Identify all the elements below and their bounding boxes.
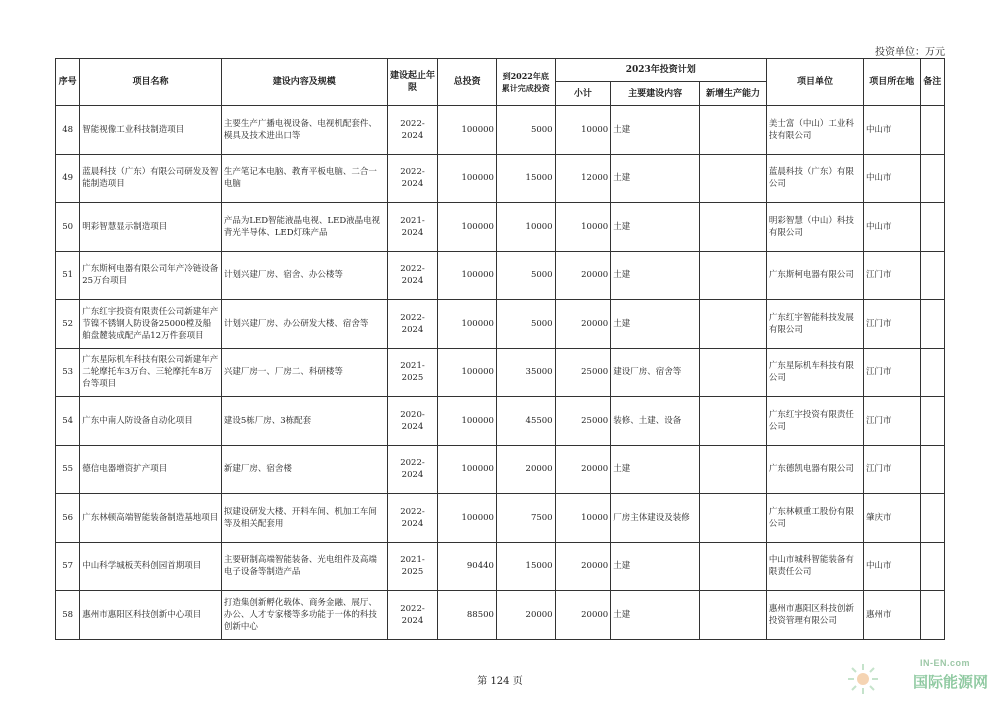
row-total: 100000 [438, 300, 497, 349]
row-main-content: 土建 [611, 445, 700, 494]
row-content: 主要研制高端智能装备、光电组件及高端电子设备等制造产品 [221, 542, 387, 591]
row-content: 计划兴建厂房、宿舍、办公楼等 [221, 251, 387, 300]
row-unit: 蓝晨科技（广东）有限公司 [766, 154, 863, 203]
row-seq: 49 [56, 154, 80, 203]
row-capacity [700, 445, 767, 494]
row-content: 新建厂房、宿舍楼 [221, 445, 387, 494]
page-number: 第 124 页 [477, 676, 523, 687]
table-row [56, 542, 945, 591]
sun-logo-icon [846, 662, 880, 696]
row-location: 中山市 [864, 106, 921, 155]
row-remark [920, 106, 944, 155]
row-years: 2022-2024 [387, 300, 438, 349]
row-seq: 50 [56, 203, 80, 252]
row-cumulative: 15000 [496, 154, 555, 203]
row-location: 中山市 [864, 542, 921, 591]
row-total: 100000 [438, 203, 497, 252]
row-unit: 广东斯柯电器有限公司 [766, 251, 863, 300]
row-remark [920, 494, 944, 543]
row-unit: 广东红宇智能科技发展有限公司 [766, 300, 863, 349]
row-seq: 57 [56, 542, 80, 591]
row-name: 广东林顿高端智能装备制造基地项目 [80, 494, 222, 543]
row-cumulative: 15000 [496, 542, 555, 591]
row-main-content: 土建 [611, 591, 700, 640]
row-content: 拟建设研发大楼、开料车间、机加工车间等及相关配套用 [221, 494, 387, 543]
row-subtotal: 10000 [555, 106, 611, 155]
row-unit: 中山市城科智能装备有限责任公司 [766, 542, 863, 591]
row-content: 打造集创新孵化载体、商务金融、展厅、办公、人才专家楼等多功能于一体的科技创新中心 [221, 591, 387, 640]
row-main-content: 土建 [611, 154, 700, 203]
row-total: 100000 [438, 494, 497, 543]
row-cumulative: 35000 [496, 348, 555, 397]
row-remark [920, 591, 944, 640]
table-row [56, 591, 945, 640]
header-location: 项目所在地 [864, 59, 921, 106]
header-content: 建设内容及规模 [221, 59, 387, 106]
row-content: 兴建厂房一、厂房二、科研楼等 [221, 348, 387, 397]
row-location: 江门市 [864, 300, 921, 349]
row-seq: 48 [56, 106, 80, 155]
row-location: 江门市 [864, 251, 921, 300]
row-location: 肇庆市 [864, 494, 921, 543]
row-capacity [700, 106, 767, 155]
row-capacity [700, 203, 767, 252]
row-subtotal: 20000 [555, 542, 611, 591]
row-years: 2021-2025 [387, 348, 438, 397]
row-content: 建设5栋厂房、3栋配套 [221, 397, 387, 446]
row-total: 100000 [438, 251, 497, 300]
row-years: 2022-2024 [387, 494, 438, 543]
row-capacity [700, 494, 767, 543]
row-capacity [700, 348, 767, 397]
row-years: 2021-2024 [387, 203, 438, 252]
row-remark [920, 251, 944, 300]
header-seq: 序号 [56, 59, 80, 106]
header-cumulative: 到2022年底累计完成投资 [496, 59, 555, 106]
row-unit: 美士富（中山）工业科技有限公司 [766, 106, 863, 155]
watermark [842, 654, 992, 700]
row-name: 中山科学城板芙科创园首期项目 [80, 542, 222, 591]
row-seq: 56 [56, 494, 80, 543]
row-subtotal: 25000 [555, 397, 611, 446]
row-unit: 明彩智慧（中山）科技有限公司 [766, 203, 863, 252]
row-unit: 惠州市惠阳区科技创新投资管理有限公司 [766, 591, 863, 640]
table-row [56, 203, 945, 252]
row-name: 蓝晨科技（广东）有限公司研发及智能制造项目 [80, 154, 222, 203]
row-main-content: 装修、土建、设备 [611, 397, 700, 446]
header-unit: 项目单位 [766, 59, 863, 106]
row-remark [920, 203, 944, 252]
row-capacity [700, 591, 767, 640]
header-name: 项目名称 [80, 59, 222, 106]
row-main-content: 厂房主体建设及装修 [611, 494, 700, 543]
investment-unit-label: 投资单位：万元 [875, 47, 945, 58]
row-capacity [700, 397, 767, 446]
header-main-content: 主要建设内容 [611, 82, 700, 106]
row-cumulative: 10000 [496, 203, 555, 252]
header-plan-group: 2023年投资计划 [555, 59, 766, 82]
row-location: 中山市 [864, 203, 921, 252]
row-capacity [700, 300, 767, 349]
table-row [56, 445, 945, 494]
header-subtotal: 小计 [555, 82, 611, 106]
row-content: 产品为LED智能液晶电视、LED液晶电视背光半导体、LED灯珠产品 [221, 203, 387, 252]
row-cumulative: 20000 [496, 445, 555, 494]
row-seq: 55 [56, 445, 80, 494]
row-total: 100000 [438, 397, 497, 446]
row-content: 主要生产广播电视设备、电视机配套件、模具及技术进出口等 [221, 106, 387, 155]
row-location: 中山市 [864, 154, 921, 203]
row-cumulative: 7500 [496, 494, 555, 543]
table-row [56, 494, 945, 543]
row-cumulative: 5000 [496, 251, 555, 300]
header-remark: 备注 [920, 59, 944, 106]
watermark-site: IN-EN.com [919, 658, 970, 668]
row-subtotal: 10000 [555, 203, 611, 252]
row-years: 2022-2024 [387, 591, 438, 640]
row-name: 广东中南人防设备自动化项目 [80, 397, 222, 446]
row-subtotal: 20000 [555, 445, 611, 494]
row-capacity [700, 251, 767, 300]
header-capacity: 新增生产能力 [700, 82, 767, 106]
row-total: 90440 [438, 542, 497, 591]
row-main-content: 土建 [611, 203, 700, 252]
row-years: 2022-2024 [387, 106, 438, 155]
row-cumulative: 5000 [496, 300, 555, 349]
row-content: 计划兴建厂房、办公研发大楼、宿舍等 [221, 300, 387, 349]
header-total: 总投资 [438, 59, 497, 106]
row-cumulative: 5000 [496, 106, 555, 155]
row-main-content: 土建 [611, 251, 700, 300]
table-row [56, 154, 945, 203]
row-unit: 广东林顿重工股份有限公司 [766, 494, 863, 543]
row-location: 惠州市 [864, 591, 921, 640]
row-subtotal: 20000 [555, 251, 611, 300]
row-name: 广东星际机车科技有限公司新建年产二轮摩托车3万台、三轮摩托车8万台等项目 [80, 348, 222, 397]
table-row [56, 251, 945, 300]
row-years: 2022-2024 [387, 154, 438, 203]
table-row [56, 106, 945, 155]
row-subtotal: 12000 [555, 154, 611, 203]
row-main-content: 土建 [611, 300, 700, 349]
row-name: 广东斯柯电器有限公司年产冷链设备25万台项目 [80, 251, 222, 300]
row-unit: 广东红宇投资有限责任公司 [766, 397, 863, 446]
row-name: 智能视像工业科技制造项目 [80, 106, 222, 155]
row-capacity [700, 542, 767, 591]
row-remark [920, 154, 944, 203]
row-subtotal: 10000 [555, 494, 611, 543]
row-unit: 广东星际机车科技有限公司 [766, 348, 863, 397]
row-cumulative: 45500 [496, 397, 555, 446]
row-capacity [700, 154, 767, 203]
investment-table [55, 58, 945, 640]
row-name: 惠州市惠阳区科技创新中心项目 [80, 591, 222, 640]
row-name: 明彩智慧显示制造项目 [80, 203, 222, 252]
row-total: 100000 [438, 106, 497, 155]
row-location: 江门市 [864, 445, 921, 494]
row-main-content: 建设厂房、宿舍等 [611, 348, 700, 397]
table-row [56, 397, 945, 446]
row-total: 100000 [438, 154, 497, 203]
row-seq: 52 [56, 300, 80, 349]
row-main-content: 土建 [611, 542, 700, 591]
row-remark [920, 445, 944, 494]
row-remark [920, 300, 944, 349]
row-seq: 58 [56, 591, 80, 640]
table-row [56, 348, 945, 397]
row-seq: 53 [56, 348, 80, 397]
row-seq: 54 [56, 397, 80, 446]
row-name: 广东红宇投资有限责任公司新建年产节镍不锈钢人防设备25000樘及船舶盘麓装成配产品12万件套项目 [80, 300, 222, 349]
row-subtotal: 20000 [555, 591, 611, 640]
row-years: 2022-2024 [387, 251, 438, 300]
table-row [56, 300, 945, 349]
row-years: 2021-2025 [387, 542, 438, 591]
row-remark [920, 397, 944, 446]
row-seq: 51 [56, 251, 80, 300]
row-remark [920, 348, 944, 397]
row-name: 德信电器增资扩产项目 [80, 445, 222, 494]
row-main-content: 土建 [611, 106, 700, 155]
row-cumulative: 20000 [496, 591, 555, 640]
row-total: 100000 [438, 348, 497, 397]
row-location: 江门市 [864, 397, 921, 446]
row-subtotal: 25000 [555, 348, 611, 397]
row-content: 生产笔记本电脑、教育平板电脑、二合一电脑 [221, 154, 387, 203]
row-unit: 广东德凯电器有限公司 [766, 445, 863, 494]
watermark-brand: 国际能源网 [912, 674, 988, 691]
row-location: 江门市 [864, 348, 921, 397]
row-total: 88500 [438, 591, 497, 640]
row-subtotal: 20000 [555, 300, 611, 349]
row-remark [920, 542, 944, 591]
row-years: 2020-2024 [387, 397, 438, 446]
row-years: 2022-2024 [387, 445, 438, 494]
row-total: 100000 [438, 445, 497, 494]
header-years: 建设起止年限 [387, 59, 438, 106]
